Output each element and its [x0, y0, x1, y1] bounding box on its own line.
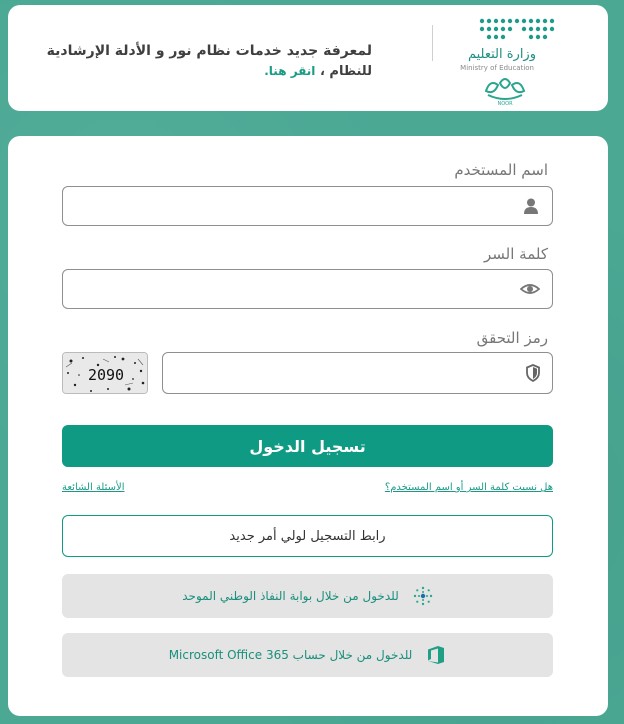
- captcha-image: [62, 352, 148, 394]
- captcha-label: رمز التحقق: [476, 329, 548, 347]
- ministry-name-en: Ministry of Education: [460, 64, 534, 72]
- ministry-dots-icon: [478, 17, 560, 43]
- click-here-link[interactable]: انقر هنا.: [264, 64, 316, 78]
- user-icon: [522, 197, 540, 215]
- header-line2: [32, 61, 372, 82]
- office365-login-label: للدخول من خلال حساب Microsoft Office 365: [168, 648, 413, 662]
- faq-link[interactable]: الأسئلة الشائعة: [62, 482, 125, 493]
- header-line1: لمعرفة جديد خدمات نظام نور و الأدلة الإرشادية: [46, 43, 372, 59]
- eye-icon[interactable]: [520, 280, 540, 298]
- login-button[interactable]: تسجيل الدخول: [62, 425, 553, 467]
- nafath-login-button[interactable]: [62, 574, 553, 618]
- header-divider: [432, 25, 433, 61]
- password-field[interactable]: [62, 269, 553, 309]
- nafath-login-label: للدخول من خلال بوابة النفاذ الوطني الموحد: [182, 589, 399, 603]
- captcha-code: 2090: [87, 366, 125, 384]
- username-input[interactable]: [63, 187, 552, 225]
- nafath-icon: [413, 586, 433, 606]
- password-label: كلمة السر: [484, 245, 548, 263]
- username-label: اسم المستخدم: [454, 161, 548, 179]
- password-input[interactable]: [63, 270, 552, 308]
- ministry-logo: [451, 13, 566, 105]
- shield-icon: [526, 364, 540, 382]
- header-info: [32, 41, 372, 82]
- office365-login-button[interactable]: [62, 633, 553, 677]
- parent-register-button[interactable]: رابط التسجيل لولي أمر جديد: [62, 515, 553, 557]
- office365-icon: [426, 645, 446, 665]
- header-card: [8, 5, 608, 111]
- captcha-field[interactable]: [162, 352, 553, 394]
- captcha-noise-icon: [63, 353, 148, 394]
- noor-logo-icon: [480, 73, 530, 107]
- username-field[interactable]: [62, 186, 553, 226]
- forgot-password-link[interactable]: هل نسيت كلمة السر أو اسم المستخدم؟: [384, 482, 553, 493]
- header-line2-text: للنظام ،: [319, 64, 372, 79]
- captcha-input[interactable]: [163, 353, 552, 393]
- login-form: [8, 136, 608, 716]
- ministry-name-ar: وزارة التعليم: [467, 47, 536, 62]
- noor-label: NOOR: [497, 101, 513, 107]
